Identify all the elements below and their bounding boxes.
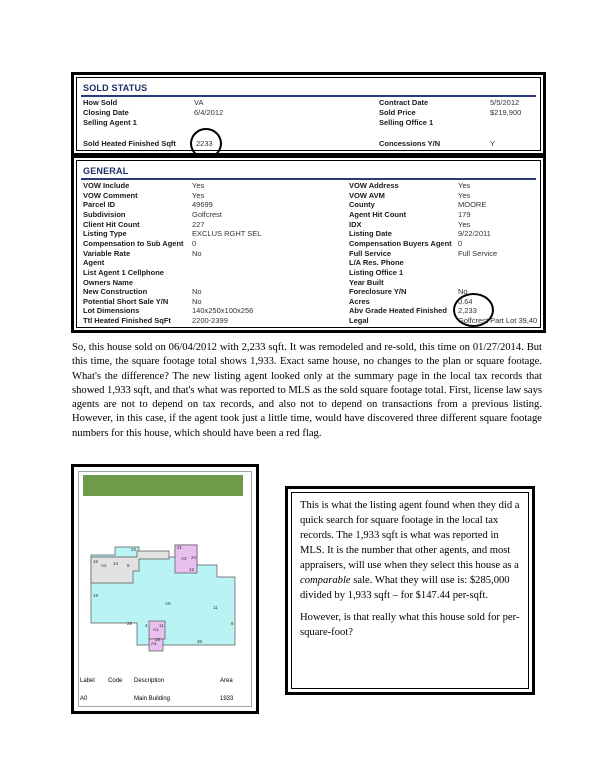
field-value: 0.64 <box>458 296 473 306</box>
sketch-label: 10 <box>155 637 161 642</box>
field-label: Year Built <box>349 277 384 287</box>
field-label: County <box>349 200 375 210</box>
table-cell: 1933 <box>220 696 234 702</box>
field-value: Yes <box>458 219 471 229</box>
field-label: Legal <box>349 316 369 326</box>
table-cell: A0 <box>80 696 88 702</box>
field-value: Yes <box>458 190 471 200</box>
field-label: Potential Short Sale Y/N <box>83 296 169 306</box>
field-label: Client Hit Count <box>83 219 140 229</box>
field-value: 179 <box>458 209 471 219</box>
field-label: IDX <box>349 219 362 229</box>
general-panel <box>71 155 546 333</box>
field-label: Full Service <box>349 248 392 258</box>
field-value: No <box>192 287 202 297</box>
field-label: Parcel ID <box>83 200 116 210</box>
sold-sqft-value: 2233 <box>196 139 213 148</box>
field-value: No <box>192 296 202 306</box>
field-label: VOW Comment <box>83 190 138 200</box>
field-label: Selling Office 1 <box>379 118 434 127</box>
field-value: No <box>458 287 468 297</box>
sketch-label: A0 <box>165 601 171 606</box>
body-paragraph: So, this house sold on 06/04/2012 with 2,233 sqft. It was remodeled and re-sold, this time on 01/27/2014. But this time, the square footage total shows 1,933. Exact same house, no changes to the plan or square footage. What's the difference? The new listing agent looked only at the summary page in the local tax records that showed 1,933 sqft, and that's what was reported to MLS as the sold square footage total. First, license law says agents are not to depend on tax records, and also not to depend on transactions from a previous listing. However, in this case, if the agent took just a little time, would have discovered three different square footage numbers for this house, which should have been a red flag. <box>72 342 543 439</box>
sketch-label: A1 <box>153 627 159 632</box>
note-box <box>285 486 535 695</box>
sold-status-title: SOLD STATUS <box>83 83 148 93</box>
sketch-label: 16 <box>93 559 99 564</box>
field-value: Yes <box>192 190 205 200</box>
field-label: VOW Address <box>349 181 399 190</box>
sketch-label: 4 <box>145 623 148 628</box>
field-label: Sold Heated Finished Sqft <box>83 139 176 148</box>
field-value: No <box>192 248 202 258</box>
field-value: Golfcrest Part Lot 39,40 <box>458 316 538 326</box>
field-label: Selling Agent 1 <box>83 118 137 127</box>
field-label: Agent <box>83 258 105 268</box>
sketch-label: A3 <box>181 556 187 561</box>
field-value: 5/5/2012 <box>490 98 520 107</box>
field-value: 6/4/2012 <box>194 108 224 117</box>
field-label: Subdivision <box>83 209 126 219</box>
field-value: MOORE <box>458 200 487 210</box>
floor-plan-sketch <box>71 464 259 714</box>
field-value: 227 <box>192 219 205 229</box>
field-value: 2200-2399 <box>192 316 228 326</box>
field-value: Y <box>490 139 496 148</box>
field-label: VOW Include <box>83 181 130 190</box>
field-label: L/A Res. Phone <box>349 258 404 268</box>
field-label: Abv Grade Heated Finished <box>349 306 447 316</box>
sketch-label: 11 <box>213 605 218 610</box>
field-value: $219,900 <box>490 108 522 117</box>
table-header: Area <box>220 678 233 684</box>
field-label: VOW AVM <box>349 190 385 200</box>
field-value: Golfcrest <box>192 209 223 219</box>
field-value: 2,233 <box>458 306 477 316</box>
table-header: Label <box>80 678 95 684</box>
field-value: Full Service <box>458 248 498 258</box>
field-label: Listing Office 1 <box>349 267 404 277</box>
field-label: Compensation Buyers Agent <box>349 238 452 248</box>
note-paragraph: However, is that really what this house sold for per-square-foot? <box>300 612 520 638</box>
field-label: Variable Rate <box>83 248 131 258</box>
field-label: Compensation to Sub Agent <box>83 238 184 248</box>
field-value: Yes <box>458 181 471 190</box>
sold-status-panel <box>71 72 546 156</box>
field-label: Agent Hit Count <box>349 209 407 219</box>
sketch-label: 21 <box>177 545 183 550</box>
field-label: Ttl Heated Finished SqFt <box>83 316 171 326</box>
table-header: Description <box>134 678 165 684</box>
field-label: Listing Type <box>83 229 127 239</box>
field-value: 9/22/2011 <box>458 229 491 239</box>
sketch-label: 24 <box>191 555 197 560</box>
field-label: Sold Price <box>379 108 416 117</box>
note-paragraph: This is what the listing agent found when they did a quick search for square footage in the local tax records. The 1,933 sqft is what was reported in MLS. It is the number that other agents, and most appraisers, will use when they select this house as a comparable sale. What they will use is: $285,000 divided by 1,933 sqft – for $147.44 per-sqft. <box>300 500 520 601</box>
field-value: Yes <box>192 181 205 190</box>
field-value: 0 <box>458 238 463 248</box>
sketch-label: 6 <box>231 621 234 626</box>
table-cell: Main Building <box>134 696 171 702</box>
field-label: List Agent 1 Cellphone <box>83 267 164 277</box>
sketch-label: A4 <box>151 641 157 646</box>
sketch-label: 12 <box>189 567 195 572</box>
general-title: GENERAL <box>83 166 129 176</box>
sketch-label: 14 <box>113 561 119 566</box>
field-value: 49699 <box>192 200 213 210</box>
sketch-label: 11 <box>159 623 164 628</box>
sketch-label: 19 <box>93 593 99 598</box>
field-label: Foreclosure Y/N <box>349 287 407 297</box>
sketch-header-bar <box>83 475 243 496</box>
field-label: Acres <box>349 296 370 306</box>
field-label: Concessions Y/N <box>379 139 441 148</box>
sketch-label: 29 <box>127 621 133 626</box>
table-header: Code <box>108 678 123 684</box>
field-value: 0 <box>192 238 197 248</box>
sketch-label: A2 <box>101 563 107 568</box>
field-value: EXCLUS RGHT SEL <box>192 229 262 239</box>
general-rule <box>81 178 536 180</box>
field-value: VA <box>194 98 204 107</box>
floor-plan-drawing <box>77 527 253 677</box>
field-label: Contract Date <box>379 98 429 107</box>
field-value: 140x250x100x256 <box>192 306 254 316</box>
field-label: Listing Date <box>349 229 392 239</box>
sketch-label: 8 <box>127 563 130 568</box>
field-label: Owners Name <box>83 277 134 287</box>
sketch-label: 38 <box>197 639 203 644</box>
field-label: How Sold <box>83 98 118 107</box>
field-label: New Construction <box>83 287 148 297</box>
sold-status-rule <box>81 95 536 97</box>
field-label: Closing Date <box>83 108 129 117</box>
sketch-label: 22 <box>131 547 137 552</box>
field-label: Lot Dimensions <box>83 306 140 316</box>
